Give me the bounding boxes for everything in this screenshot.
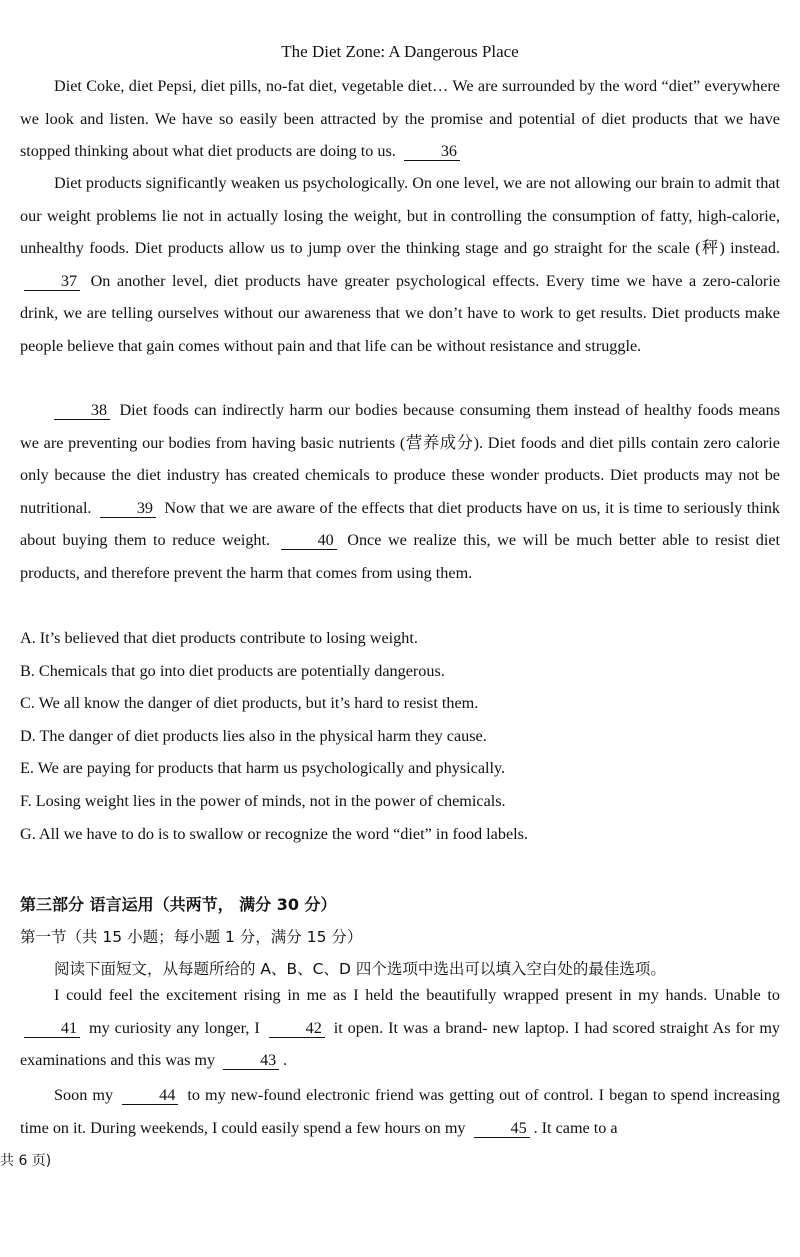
option-b: B. Chemicals that go into diet products are potentially dangerous. xyxy=(20,661,445,680)
paragraph-text: Diet foods can indirectly harm our bodies because consuming them instead of healthy foods means we are preventing our bodies from having basic nutrients (营养成分). Diet foods and diet pills contain zero calorie only because the diet industry has created chemicals to produce these wonder products. Diet products may not be nutritional. xyxy=(20,401,781,517)
cloze-paragraph-2 xyxy=(20,1079,780,1144)
blank-45: 45 xyxy=(474,1119,530,1138)
paragraph-2 xyxy=(20,167,780,363)
option-f: F. Losing weight lies in the power of minds, not in the power of chemicals. xyxy=(20,791,506,810)
option-e: E. We are paying for products that harm us psychologically and physically. xyxy=(20,759,506,778)
blank-40: 40 xyxy=(281,531,337,550)
page-footer: 共 6 页) xyxy=(0,1153,52,1169)
paragraph-1 xyxy=(20,70,780,168)
blank-39: 39 xyxy=(100,499,156,518)
paragraph-text: On another level, diet products have greater psychological effects. Every time we have a zero-calorie drink, we are telling ourselves without our awareness that we don’t have to work to get results. Diet products make people believe that gain comes without pain and that life can be without resistance and struggle. xyxy=(20,271,780,355)
blank-36: 36 xyxy=(404,142,460,161)
blank-42: 42 xyxy=(269,1019,325,1038)
paragraph-text: Now that we are aware of the effects that diet products have on us, it is time to seriously think about buying them to reduce weight. xyxy=(20,498,781,550)
subsection-heading: 第一节（共 15 小题；每小题 1 分，满分 15 分） xyxy=(20,928,363,946)
answer-options xyxy=(20,622,780,850)
option-g: G. All we have to do is to swallow or recognize the word “diet” in food labels. xyxy=(20,824,528,843)
blank-38: 38 xyxy=(54,401,110,420)
paragraph-text: Soon my xyxy=(54,1086,114,1104)
cloze-paragraph-1 xyxy=(20,979,780,1077)
blank-37: 37 xyxy=(24,272,80,291)
paragraph-text: Once we realize this, we will be much better able to resist diet products, and therefore prevent the harm that comes from using them. xyxy=(20,531,781,582)
paragraph-text: Diet products significantly weaken us psychologically. On one level, we are not allowing our brain to admit that our weight problems lie not in actually losing the weight, but in controlling the consumption of fatty, high-calorie, unhealthy foods. Diet products allow us to jump over the thinking stage and go straight for the scale (秤) instead. xyxy=(20,174,780,258)
section-heading: 第三部分 语言运用（共两节， 满分 30 分） xyxy=(20,895,337,914)
paragraph-3 xyxy=(20,394,780,590)
blank-43: 43 xyxy=(223,1051,279,1070)
option-c: C. We all know the danger of diet products, but it’s hard to resist them. xyxy=(20,694,479,713)
paragraph-text: my curiosity any longer, I xyxy=(88,1018,260,1037)
paragraph-text: Diet Coke, diet Pepsi, diet pills, no-fat diet, vegetable diet… We are surrounded by the word “diet” everywhere we look and listen. We have so easily been attracted by the promise and potential of diet products that we have stopped thinking about what diet products are doing to us. xyxy=(20,77,780,161)
paragraph-text: . xyxy=(283,1051,288,1070)
paragraph-text: I could feel the excitement rising in me as I held the beautifully wrapped present in my hands. Unable to xyxy=(54,986,780,1004)
instruction-text: 阅读下面短文，从每题所给的 A、B、C、D 四个选项中选出可以填入空白处的最佳选项。 xyxy=(54,960,666,978)
paragraph-text: it open. It was a brand- new laptop. I had scored straight As for my examinations and this was my xyxy=(20,1018,781,1070)
passage-title: The Diet Zone: A Dangerous Place xyxy=(281,42,519,61)
option-d: D. The danger of diet products lies also in the physical harm they cause. xyxy=(20,726,487,745)
blank-44: 44 xyxy=(122,1086,178,1105)
option-a: A. It’s believed that diet products contribute to losing weight. xyxy=(20,629,418,647)
paragraph-text: to my new-found electronic friend was getting out of control. I began to spend increasing time on it. During weekends, I could easily spend a few hours on my xyxy=(20,1086,780,1137)
paragraph-text: . It came to a xyxy=(533,1118,618,1137)
blank-41: 41 xyxy=(24,1019,80,1038)
